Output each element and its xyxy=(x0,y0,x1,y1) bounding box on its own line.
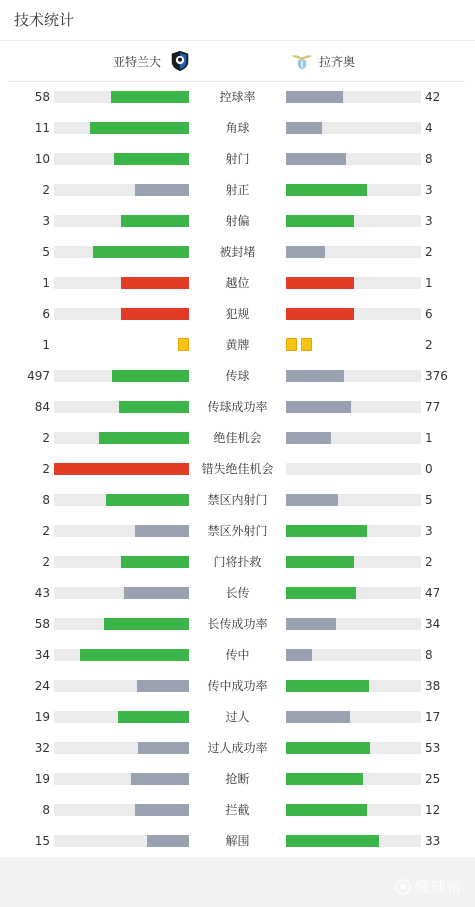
home-stat-value: 8 xyxy=(42,493,50,507)
away-stat-bar-track xyxy=(286,742,421,754)
home-stat-value: 15 xyxy=(34,834,50,848)
home-stat-value: 2 xyxy=(42,462,50,476)
stat-label: 禁区外射门 xyxy=(207,524,268,538)
stat-label: 角球 xyxy=(225,121,250,135)
home-stat-value: 24 xyxy=(34,679,50,693)
home-stat-bar-track xyxy=(54,773,189,785)
home-stat-bar xyxy=(131,773,189,785)
home-stat-value: 2 xyxy=(42,431,50,445)
home-team[interactable] xyxy=(113,49,191,73)
away-stat-value: 6 xyxy=(425,307,433,321)
home-stat-bar xyxy=(93,246,189,258)
away-stat-bar xyxy=(286,153,346,165)
away-stat-bar-track xyxy=(286,122,421,134)
stat-row xyxy=(0,702,475,733)
home-team-name: 亚特兰大 xyxy=(113,54,162,69)
away-stat-bar-track xyxy=(286,649,421,661)
away-stat-bar-track xyxy=(286,370,421,382)
home-stat-bar xyxy=(118,711,189,723)
home-stat-bar xyxy=(90,122,189,134)
away-stat-value: 2 xyxy=(425,245,433,259)
home-stat-bar xyxy=(138,742,189,754)
home-stat-value: 32 xyxy=(34,741,50,755)
home-stat-bar-track xyxy=(54,184,189,196)
stat-label: 传中成功率 xyxy=(207,679,268,693)
away-stat-bar-track xyxy=(286,308,421,320)
stat-label: 绝佳机会 xyxy=(213,431,262,445)
stat-row xyxy=(0,516,475,547)
home-stat-bar xyxy=(121,556,189,568)
away-stat-value: 8 xyxy=(425,152,433,166)
home-stat-bar-track xyxy=(54,463,189,475)
home-stat-value: 10 xyxy=(34,152,50,166)
stat-label: 长传 xyxy=(225,586,250,600)
away-stat-value: 33 xyxy=(425,834,441,848)
page-title-text: 技术统计 xyxy=(14,11,75,29)
home-stat-value: 58 xyxy=(34,617,50,631)
home-stat-bar-track xyxy=(54,215,189,227)
away-stat-value: 1 xyxy=(425,431,433,445)
stat-row xyxy=(0,144,475,175)
stat-label: 过人 xyxy=(225,710,250,724)
away-stat-value: 3 xyxy=(425,183,433,197)
home-stat-bar xyxy=(112,370,189,382)
stat-label: 犯规 xyxy=(225,307,250,321)
stat-label: 解围 xyxy=(225,834,250,848)
stat-row xyxy=(0,795,475,826)
home-stat-bar-track xyxy=(54,556,189,568)
home-stat-bar-track xyxy=(54,587,189,599)
away-stat-bar xyxy=(286,184,367,196)
stat-row xyxy=(0,640,475,671)
away-stat-bar xyxy=(286,91,343,103)
home-stat-value: 2 xyxy=(42,555,50,569)
stat-label: 射正 xyxy=(225,183,250,197)
home-stat-bar-track xyxy=(54,742,189,754)
away-stat-bar-track xyxy=(286,432,421,444)
home-stat-bar-track xyxy=(54,711,189,723)
away-stat-value: 42 xyxy=(425,90,441,104)
home-stat-bar-track xyxy=(54,122,189,134)
stat-label: 黄牌 xyxy=(225,338,250,352)
away-stat-bar xyxy=(286,370,344,382)
home-stat-value: 84 xyxy=(34,400,50,414)
stat-label: 射门 xyxy=(225,152,250,166)
away-stat-bar xyxy=(286,525,367,537)
home-stat-value: 3 xyxy=(42,214,50,228)
away-stat-bar xyxy=(286,587,356,599)
stat-label: 射偏 xyxy=(225,214,250,228)
home-stat-bar xyxy=(121,277,189,289)
home-stat-bar-track xyxy=(54,432,189,444)
yellow-card-icon xyxy=(301,338,312,351)
home-stat-bar xyxy=(135,184,189,196)
away-stat-bar-track xyxy=(286,277,421,289)
home-stat-bar xyxy=(121,215,189,227)
home-stat-bar-track xyxy=(54,525,189,537)
away-stat-value: 3 xyxy=(425,524,433,538)
stat-row xyxy=(0,423,475,454)
stat-label: 控球率 xyxy=(219,90,256,104)
stat-label: 传球成功率 xyxy=(207,400,268,414)
home-stat-value: 8 xyxy=(42,803,50,817)
home-stat-bar xyxy=(114,153,189,165)
away-stat-bar xyxy=(286,835,379,847)
stat-row xyxy=(0,826,475,857)
stat-row xyxy=(0,454,475,485)
stat-row xyxy=(0,82,475,113)
stat-row xyxy=(0,361,475,392)
away-stat-value: 17 xyxy=(425,710,441,724)
away-stat-bar xyxy=(286,804,367,816)
away-stat-value: 38 xyxy=(425,679,441,693)
away-stat-bar xyxy=(286,246,325,258)
home-stat-value: 2 xyxy=(42,183,50,197)
home-stat-value: 6 xyxy=(42,307,50,321)
away-yellow-cards xyxy=(286,338,312,352)
stat-row xyxy=(0,547,475,578)
teams-header xyxy=(9,41,465,82)
stat-label: 传球 xyxy=(225,369,250,383)
yellow-card-icon xyxy=(286,338,297,351)
stat-row xyxy=(0,578,475,609)
stat-row xyxy=(0,392,475,423)
stat-row xyxy=(0,733,475,764)
away-stat-bar-track xyxy=(286,463,421,475)
away-stat-value: 8 xyxy=(425,648,433,662)
away-stat-bar-track xyxy=(286,246,421,258)
stat-row xyxy=(0,206,475,237)
away-stat-value: 0 xyxy=(425,462,433,476)
stat-label: 长传成功率 xyxy=(207,617,268,631)
stat-label: 错失绝佳机会 xyxy=(201,462,274,476)
home-stat-value: 2 xyxy=(42,524,50,538)
home-stat-bar xyxy=(106,494,189,506)
home-stat-value: 43 xyxy=(34,586,50,600)
stat-label: 越位 xyxy=(225,276,250,290)
home-stat-bar xyxy=(104,618,189,630)
home-stat-value: 1 xyxy=(42,276,50,290)
away-stat-value: 5 xyxy=(425,493,433,507)
home-yellow-cards xyxy=(178,338,189,352)
away-stat-value: 53 xyxy=(425,741,441,755)
away-team-name: 拉齐奥 xyxy=(319,54,356,69)
stat-label: 被封堵 xyxy=(219,245,256,259)
stat-label: 传中 xyxy=(225,648,250,662)
home-stat-bar xyxy=(124,587,189,599)
home-stat-value: 19 xyxy=(34,710,50,724)
away-stat-bar xyxy=(286,277,354,289)
away-stat-bar xyxy=(286,215,354,227)
away-stat-bar-track xyxy=(286,525,421,537)
football-icon xyxy=(395,879,411,895)
stats-list xyxy=(0,82,475,857)
away-stat-bar xyxy=(286,649,312,661)
home-stat-bar-track xyxy=(54,370,189,382)
away-stat-bar-track xyxy=(286,215,421,227)
home-stat-bar-track xyxy=(54,277,189,289)
away-stat-bar-track xyxy=(286,773,421,785)
home-stat-value: 1 xyxy=(42,338,50,352)
away-stat-value: 4 xyxy=(425,121,433,135)
away-stat-bar xyxy=(286,556,354,568)
home-stat-value: 11 xyxy=(34,121,50,135)
home-stat-value: 58 xyxy=(34,90,50,104)
away-stat-bar-track xyxy=(286,494,421,506)
home-stat-bar xyxy=(147,835,189,847)
home-stat-bar xyxy=(135,525,189,537)
footer xyxy=(0,857,475,907)
away-stat-bar-track xyxy=(286,91,421,103)
away-stat-bar-track xyxy=(286,804,421,816)
home-stat-bar xyxy=(54,463,189,475)
home-stat-bar xyxy=(121,308,189,320)
home-stat-value: 34 xyxy=(34,648,50,662)
away-stat-value: 2 xyxy=(425,555,433,569)
watermark xyxy=(395,876,463,897)
home-stat-bar-track xyxy=(54,153,189,165)
stat-row xyxy=(0,330,475,361)
atalanta-logo-icon xyxy=(169,50,191,72)
watermark-text: 懂球帝 xyxy=(414,878,463,896)
stat-row xyxy=(0,299,475,330)
home-stat-bar-track xyxy=(54,91,189,103)
yellow-card-icon xyxy=(178,338,189,351)
away-stat-bar xyxy=(286,680,369,692)
home-stat-bar-track xyxy=(54,494,189,506)
away-stat-bar xyxy=(286,432,331,444)
stat-row xyxy=(0,175,475,206)
home-stat-bar-track xyxy=(54,649,189,661)
home-stat-bar-track xyxy=(54,804,189,816)
away-stat-bar-track xyxy=(286,401,421,413)
stat-row xyxy=(0,485,475,516)
away-stat-bar-track xyxy=(286,184,421,196)
home-stat-bar-track xyxy=(54,835,189,847)
stat-label: 门将扑救 xyxy=(213,555,262,569)
home-stat-value: 19 xyxy=(34,772,50,786)
away-stat-bar-track xyxy=(286,153,421,165)
away-stat-bar xyxy=(286,742,370,754)
home-stat-bar xyxy=(119,401,189,413)
home-stat-bar xyxy=(99,432,189,444)
stat-row xyxy=(0,113,475,144)
stat-label: 禁区内射门 xyxy=(207,493,268,507)
stat-label: 过人成功率 xyxy=(207,741,268,755)
home-stat-value: 5 xyxy=(42,245,50,259)
stat-row xyxy=(0,609,475,640)
home-stat-bar xyxy=(137,680,189,692)
away-stat-bar-track xyxy=(286,680,421,692)
away-stat-bar xyxy=(286,773,363,785)
away-stat-bar xyxy=(286,711,350,723)
home-stat-bar xyxy=(111,91,189,103)
away-stat-bar-track xyxy=(286,587,421,599)
home-stat-value: 497 xyxy=(27,369,50,383)
away-team[interactable] xyxy=(291,49,355,73)
away-stat-value: 25 xyxy=(425,772,441,786)
home-stat-bar-track xyxy=(54,618,189,630)
lazio-logo-icon xyxy=(291,50,313,72)
away-stat-bar xyxy=(286,308,354,320)
home-stat-bar-track xyxy=(54,308,189,320)
away-stat-value: 47 xyxy=(425,586,441,600)
home-stat-bar-track xyxy=(54,246,189,258)
away-stat-bar-track xyxy=(286,711,421,723)
away-stat-bar-track xyxy=(286,618,421,630)
away-stat-bar-track xyxy=(286,835,421,847)
home-stat-bar-track xyxy=(54,401,189,413)
away-stat-bar-track xyxy=(286,556,421,568)
away-stat-bar xyxy=(286,122,322,134)
away-stat-value: 12 xyxy=(425,803,441,817)
stat-row xyxy=(0,237,475,268)
home-stat-bar xyxy=(80,649,189,661)
away-stat-bar xyxy=(286,618,336,630)
page-title xyxy=(0,0,475,41)
away-stat-value: 34 xyxy=(425,617,441,631)
stat-row xyxy=(0,268,475,299)
away-stat-value: 2 xyxy=(425,338,433,352)
home-stat-bar-track xyxy=(54,680,189,692)
stat-label: 抢断 xyxy=(225,772,250,786)
away-stat-bar xyxy=(286,494,338,506)
stat-label: 拦截 xyxy=(225,803,250,817)
away-stat-value: 376 xyxy=(425,369,448,383)
away-stat-value: 1 xyxy=(425,276,433,290)
away-stat-bar xyxy=(286,401,351,413)
away-stat-value: 3 xyxy=(425,214,433,228)
away-stat-value: 77 xyxy=(425,400,441,414)
stat-row xyxy=(0,671,475,702)
stat-row xyxy=(0,764,475,795)
home-stat-bar xyxy=(135,804,189,816)
